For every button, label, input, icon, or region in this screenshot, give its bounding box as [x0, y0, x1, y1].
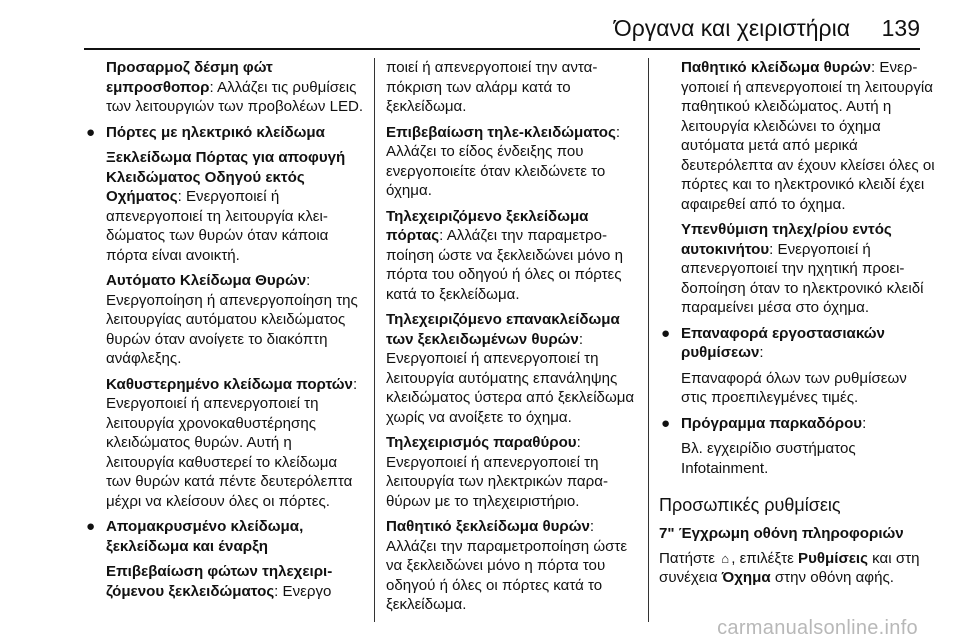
- description: : Ενεργοποιεί ή απενεργοποιεί τη λειτουργία κλειδώματος των θυρών όταν κάποια πόρτα είναι ανοικτή.: [106, 188, 329, 264]
- term: Παθητικό ξεκλείδωμα θυρών: [386, 518, 590, 535]
- paragraph: [386, 123, 638, 201]
- colon: :: [759, 344, 764, 361]
- description: : Αλλάζει την παραμετροποίηση ώστε να ξεκλειδώνει μόνο η πόρτα του οδηγού ή όλες οι πόρτες κατά το ξεκλείδωμα.: [386, 227, 623, 303]
- description: : Ενεργοποιεί ή απενεργοποιεί τη λειτουργία χρονοκαθυστέρησης κλειδώματος θυρών. Αυτή η λειτουργία καθυστερεί το κλείδωμα των θυρών κατά πέντε δευτερόλεπτα μέχρι να κλείσουν όλες οι πόρτες.: [106, 375, 358, 510]
- text: στην οθόνη αφής.: [770, 569, 894, 586]
- column-divider: [648, 58, 649, 622]
- term: Ξεκλείδωμα Πόρτας για αποφυγή Κλειδώματος Οδηγού εκτός Οχήματος: [106, 149, 346, 205]
- paragraph: [659, 220, 935, 318]
- description: : Ενεργοποιεί ή απενεργοποιεί την ηχητική προειδοποίηση όταν το ηλεκτρονικό κλειδί παραμείνει μέσα στο όχημα.: [681, 240, 924, 316]
- paragraph: [659, 549, 935, 588]
- menu-term: Όχημα: [721, 569, 771, 586]
- description: : Αλλάζει το είδος ένδειξης που ενεργοποιείτε όταν κλειδώνετε το όχημα.: [386, 123, 621, 199]
- bullet-heading: Απομακρυσμένο κλείδωμα, ξεκλείδωμα και έναρξη: [106, 518, 304, 555]
- term: Επιβεβαίωση τηλε-κλειδώματος: [386, 123, 616, 141]
- bullet-item: [659, 414, 935, 434]
- paragraph: [84, 271, 364, 369]
- header-title: Όργανα και χειριστήρια: [613, 15, 850, 41]
- paragraph: [84, 562, 364, 601]
- text: , επιλέξτε: [731, 549, 798, 567]
- bullet-heading: Πόρτες με ηλεκτρικό κλείδωμα: [106, 123, 325, 141]
- term: Τηλεχειριζόμενο επανακλείδωμα των ξεκλειδωμένων θυρών: [386, 311, 620, 348]
- bullet-icon: ●: [86, 518, 96, 535]
- description: : Αλλάζει την παραμετροποίηση ώστε να ξεκλειδώνει μόνο η πόρτα του οδηγού ή όλες οι πόρτες κατά το ξεκλείδωμα.: [386, 518, 628, 613]
- menu-term: Ρυθμίσεις: [798, 549, 868, 567]
- text: Πατήστε: [659, 549, 720, 567]
- paragraph: [659, 58, 935, 214]
- column-2: [386, 58, 638, 621]
- bullet-icon: ●: [86, 123, 96, 141]
- paragraph: [386, 310, 638, 427]
- term: Τηλεχειριζόμενο ξεκλείδωμα πόρτας: [386, 207, 589, 244]
- term: Προσαρμοζ δέσμη φώτ: [106, 59, 273, 76]
- bullet-item: [84, 517, 364, 556]
- term: Αυτόματο Κλείδωμα Θυρών: [106, 272, 307, 289]
- paragraph: [84, 148, 364, 265]
- paragraph: [386, 433, 638, 511]
- bullet-icon: ●: [661, 414, 671, 432]
- term: Καθυστερημένο κλείδωμα πορτών: [106, 375, 353, 393]
- description: : Αλλάζει τις ρυθμίσεις των λειτουργιών των προβολέων LED.: [106, 78, 364, 115]
- paragraph: [386, 58, 638, 117]
- header-rule: [84, 48, 920, 50]
- description: : Ενεργοποιεί ή απενεργοποιεί τη λειτουργία αυτόματης επανάληψης κλειδώματος ύστερα από ξεκλείδωμα χωρίς να ανοίξετε το όχημα.: [386, 330, 635, 426]
- description: : Ενεργοποιεί ή απενεργοποιεί τη λειτουργία των ηλεκτρικών παραθύρων με το τηλεχειριστήριο.: [386, 434, 608, 510]
- watermark: carmanualsonline.info: [717, 617, 918, 639]
- column-1: [84, 58, 364, 607]
- paragraph: [659, 369, 935, 408]
- bullet-heading: Επαναφορά εργοστασιακών ρυθμίσεων: [681, 324, 885, 361]
- bullet-icon: ●: [661, 324, 671, 342]
- paragraph: [84, 375, 364, 512]
- term: Επιβεβαίωση φώτων τηλεχειριζόμενου ξεκλειδώματος: [106, 563, 333, 600]
- bullet-item: [659, 324, 935, 363]
- description: : Ενεργοποίηση ή απενεργοποίηση της λειτουργίας αυτόματου κλειδώματος θυρών όταν ανοίγετε το διακόπτη ανάφλεξης.: [106, 272, 358, 367]
- description: Επαναφορά όλων των ρυθμίσεων στις προεπιλεγμένες τιμές.: [681, 369, 907, 406]
- paragraph: [84, 58, 364, 117]
- paragraph: [659, 439, 935, 478]
- section-heading: Προσωπικές ρυθμίσεις: [659, 495, 841, 515]
- description: : Ενεργοποιεί ή απενεργοποιεί τη λειτουργία παθητικού κλειδώματος. Αυτή η λειτουργία κλειδώνει το όχημα αυτόματα μετά από μερικά δευτερόλεπτα αν έχουν κλείσει όλες οι πόρτες και το ηλεκτρονικό κλειδί έχει αφαιρεθεί από το όχημα.: [681, 59, 935, 213]
- term: Τηλεχειρισμός παραθύρου: [386, 434, 577, 451]
- page-number: 139: [881, 15, 920, 41]
- page-header: [0, 0, 960, 52]
- paragraph: [386, 517, 638, 615]
- description: Βλ. εγχειρίδιο συστήματος Infotainment.: [681, 440, 856, 477]
- home-icon: ⌂: [721, 550, 730, 566]
- term: Υπενθύμιση τηλεχ/ρίου εντός αυτοκινήτου: [681, 221, 892, 258]
- description: : Ενεργο: [274, 582, 332, 600]
- description: ποιεί ή απενεργοποιεί την ανταπόκριση των αλάρμ κατά το ξεκλείδωμα.: [386, 59, 598, 115]
- column-divider: [374, 58, 375, 622]
- bullet-heading: Πρόγραμμα παρκαδόρου: [681, 414, 863, 432]
- bullet-item: [84, 123, 364, 143]
- paragraph: [386, 207, 638, 305]
- term: Παθητικό κλείδωμα θυρών: [681, 59, 872, 76]
- column-3: [659, 58, 935, 594]
- colon: :: [862, 414, 867, 432]
- term: εμπροσθοπορ: [106, 78, 210, 96]
- subsection-heading: 7" Έγχρωμη οθόνη πληροφοριών: [659, 525, 904, 542]
- text: και στη συνέχεια: [659, 549, 920, 586]
